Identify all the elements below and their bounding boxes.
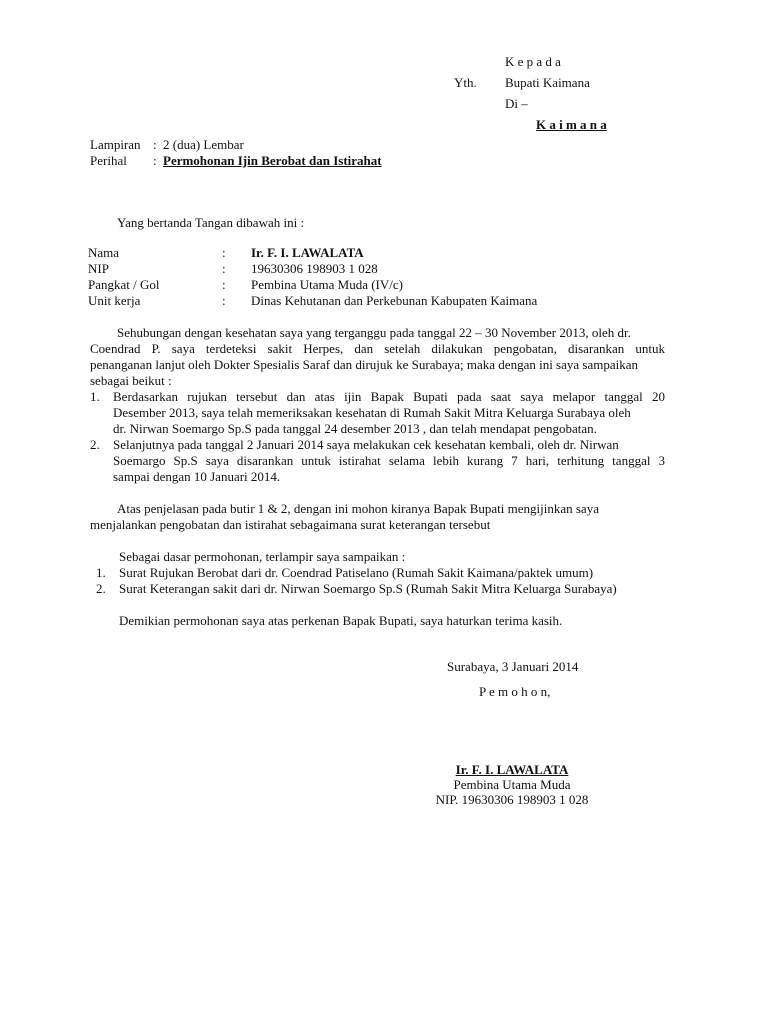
recipient-place: K a i m a n a bbox=[536, 117, 607, 132]
perihal-value: Permohonan Ijin Berobat dan Istirahat bbox=[163, 153, 382, 168]
item1-line1: Berdasarkan rujukan tersebut dan atas ijin Bapak Bupati pada saat saya melapor tanggal 20 bbox=[113, 389, 665, 404]
signer-rank: Pembina Utama Muda bbox=[453, 777, 571, 792]
perihal-colon: : bbox=[153, 153, 157, 168]
closing-text: Demikian permohonan saya atas perkenan Bapak Bupati, saya haturkan terima kasih. bbox=[119, 613, 563, 628]
intro-text: Yang bertanda Tangan dibawah ini : bbox=[117, 215, 305, 230]
para2-line2: menjalankan pengobatan dan istirahat sebagaimana surat keterangan tersebut bbox=[90, 517, 491, 532]
para1-line4: sebagai beikut : bbox=[90, 373, 172, 388]
item-number: 1. bbox=[90, 389, 100, 404]
lampiran-label: Lampiran bbox=[90, 137, 141, 152]
perihal-label: Perihal bbox=[90, 153, 127, 168]
item1-line3: dr. Nirwan Soemargo Sp.S pada tanggal 24 desember 2013 , dan telah mendapat pengobatan. bbox=[113, 421, 597, 436]
kepada-label: K e p a d a bbox=[505, 54, 561, 69]
identity-value: 19630306 198903 1 028 bbox=[251, 261, 378, 276]
identity-row-unit bbox=[88, 293, 688, 309]
para2-line1: Atas penjelasan pada butir 1 & 2, dengan ini mohon kiranya Bapak Bupati mengijinkan saya bbox=[117, 501, 599, 516]
identity-label: Pangkat / Gol bbox=[88, 277, 160, 292]
item2-line1: Selanjutnya pada tanggal 2 Januari 2014 saya melakukan cek kesehatan kembali, oleh dr. Nirwan bbox=[113, 437, 619, 452]
place-date: Surabaya, 3 Januari 2014 bbox=[447, 659, 579, 674]
signer-name: Ir. F. I. LAWALATA bbox=[455, 762, 569, 777]
lampiran-value: 2 (dua) Lembar bbox=[163, 137, 244, 152]
identity-colon: : bbox=[222, 293, 226, 308]
para1-line1: Sehubungan dengan kesehatan saya yang terganggu pada tanggal 22 – 30 November 2013, oleh dr. bbox=[117, 325, 631, 340]
identity-value: Pembina Utama Muda (IV/c) bbox=[251, 277, 403, 292]
item2-line2: Soemargo Sp.S saya disarankan untuk istirahat selama lebih kurang 7 hari, terhitung tanggal 3 bbox=[113, 453, 665, 468]
identity-colon: : bbox=[222, 245, 226, 260]
attachment-number: 2. bbox=[96, 581, 106, 596]
yth-label: Yth. bbox=[454, 75, 477, 90]
identity-colon: : bbox=[222, 277, 226, 292]
lampiran-colon: : bbox=[153, 137, 157, 152]
para1-line3: penanganan lanjut oleh Dokter Spesialis Saraf dan dirujuk ke Surabaya; maka dengan ini saya sampaikan bbox=[90, 357, 638, 372]
identity-label: Nama bbox=[88, 245, 120, 260]
signer-nip: NIP. 19630306 198903 1 028 bbox=[435, 792, 589, 807]
signature-role: P e m o h o n, bbox=[479, 684, 551, 699]
identity-value: Ir. F. I. LAWALATA bbox=[251, 245, 364, 260]
item2-line3: sampai dengan 10 Januari 2014. bbox=[113, 469, 281, 484]
di-label: Di – bbox=[505, 96, 528, 111]
attachment-text: Surat Rujukan Berobat dari dr. Coendrad Patiselano (Rumah Sakit Kaimana/paktek umum) bbox=[119, 565, 594, 580]
identity-label: NIP bbox=[88, 261, 109, 276]
item-number: 2. bbox=[90, 437, 100, 452]
identity-row-pangkat bbox=[88, 277, 688, 293]
recipient-name: Bupati Kaimana bbox=[505, 75, 590, 90]
identity-colon: : bbox=[222, 261, 226, 276]
identity-label: Unit kerja bbox=[88, 293, 141, 308]
identity-value: Dinas Kehutanan dan Perkebunan Kabupaten Kaimana bbox=[251, 293, 538, 308]
identity-row-nip bbox=[88, 261, 688, 277]
para1-line2: Coendrad P. saya terdeteksi sakit Herpes, dan setelah dilakukan pengobatan, disarankan untuk bbox=[90, 341, 665, 356]
para3-text: Sebagai dasar permohonan, terlampir saya sampaikan : bbox=[119, 549, 406, 564]
identity-row-nama bbox=[88, 245, 688, 261]
attachment-number: 1. bbox=[96, 565, 106, 580]
item1-line2: Desember 2013, saya telah memeriksakan kesehatan di Rumah Sakit Mitra Keluarga Surabaya oleh bbox=[113, 405, 631, 420]
attachment-text: Surat Keterangan sakit dari dr. Nirwan Soemargo Sp.S (Rumah Sakit Mitra Keluarga Surabaya) bbox=[119, 581, 617, 596]
